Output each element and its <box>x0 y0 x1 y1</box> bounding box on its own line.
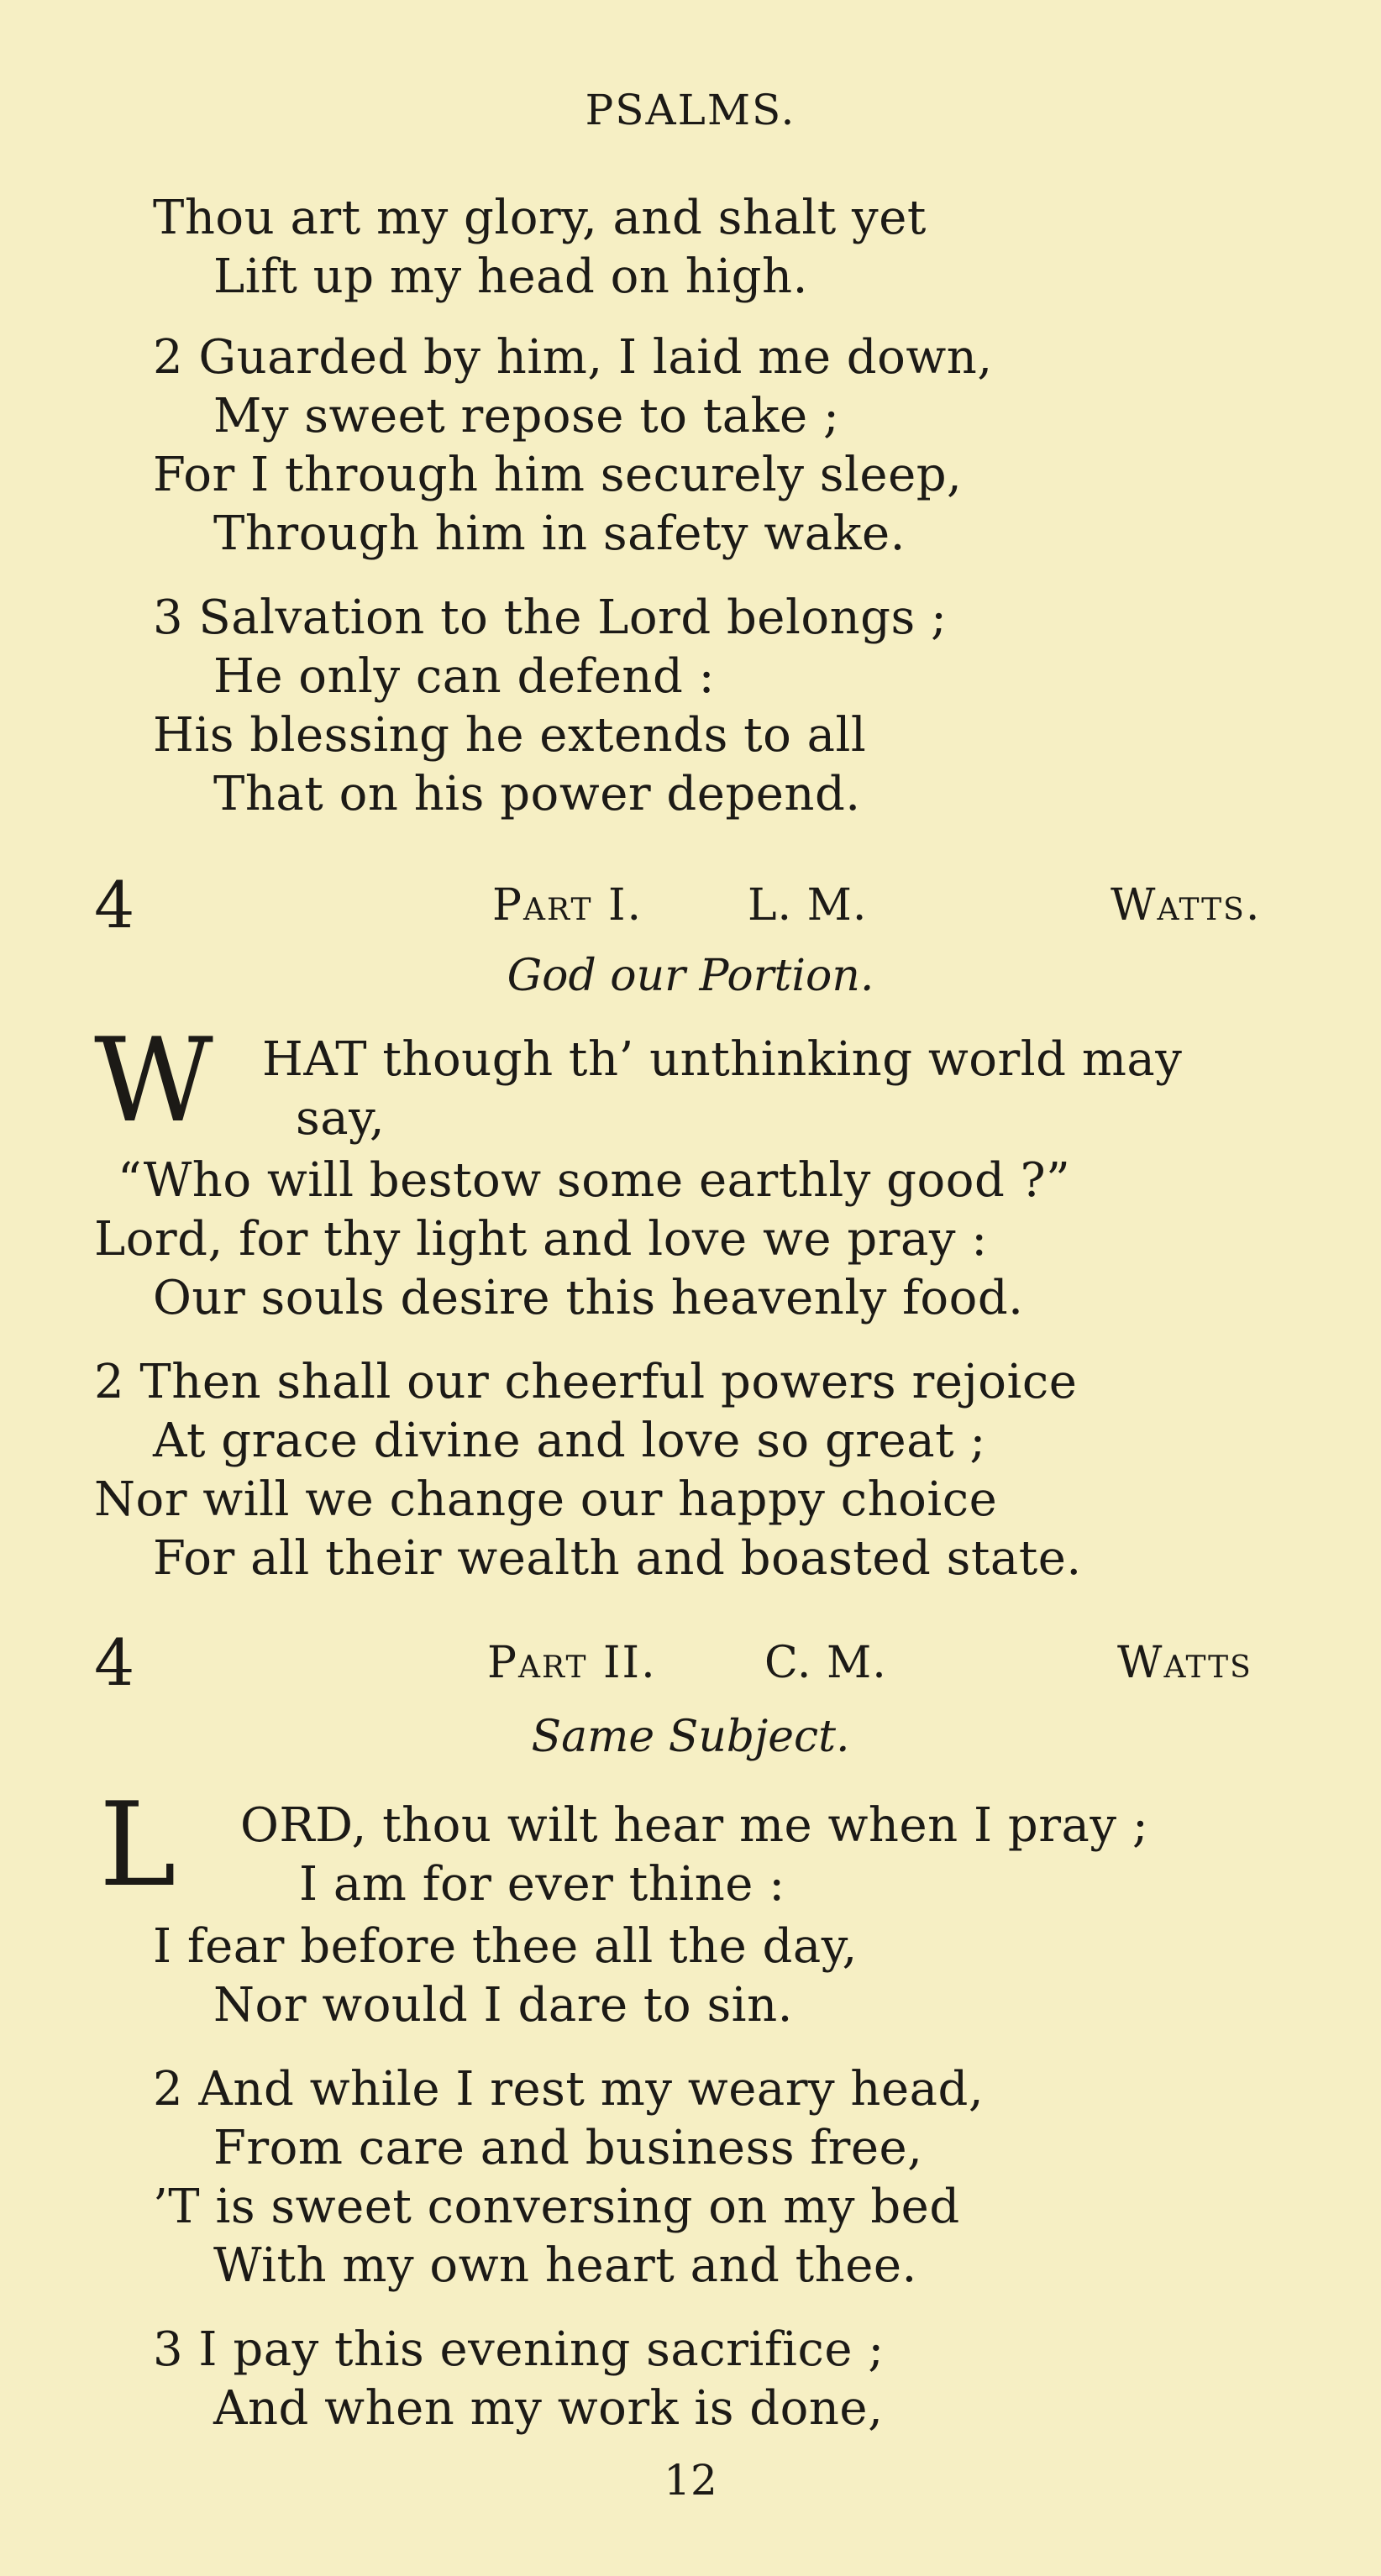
verse-line: say, <box>296 1091 386 1146</box>
hymn-meter: C. M. <box>764 1638 887 1688</box>
verse-line: He only can defend : <box>213 649 715 704</box>
drop-cap: W <box>94 1013 213 1148</box>
verse-line: HAT though th’ unthinking world may <box>262 1032 1183 1087</box>
verse-line: 2 Guarded by him, I laid me down, <box>153 330 993 385</box>
verse-line: I fear before thee all the day, <box>153 1919 858 1974</box>
page-number: 12 <box>664 2456 717 2505</box>
hymn-number: 4 <box>94 1625 135 1700</box>
hymn-author: Watts <box>1117 1638 1252 1688</box>
verse-line: 2 Then shall our cheerful powers rejoice <box>94 1355 1078 1409</box>
verse-line: Lord, for thy light and love we pray : <box>94 1212 988 1267</box>
hymn-part: Part I. <box>492 880 643 931</box>
running-head: PSALMS. <box>585 86 796 134</box>
verse-line: For all their wealth and boasted state. <box>153 1531 1082 1586</box>
verse-line: Lift up my head on high. <box>213 249 808 304</box>
hymn-author: Watts. <box>1111 880 1262 931</box>
verse-line: At grace divine and love so great ; <box>153 1414 986 1468</box>
verse-line: 3 Salvation to the Lord belongs ; <box>153 590 948 645</box>
verse-line: His blessing he extends to all <box>153 708 867 763</box>
hymn-part: Part II. <box>487 1638 657 1688</box>
verse-line: With my own heart and thee. <box>213 2238 917 2293</box>
verse-line: Thou art my glory, and shalt yet <box>153 191 927 245</box>
verse-line: Nor will we change our happy choice <box>94 1472 998 1527</box>
hymn-subtitle: Same Subject. <box>531 1712 850 1762</box>
hymn-meter: L. M. <box>748 880 868 931</box>
hymn-subtitle: God our Portion. <box>507 951 874 1001</box>
verse-line: That on his power depend. <box>213 767 861 821</box>
drop-cap: L <box>99 1777 176 1912</box>
verse-line: For I through him securely sleep, <box>153 448 963 502</box>
verse-line: “Who will bestow some earthly good ?” <box>118 1153 1071 1208</box>
verse-line: ’T is sweet conversing on my bed <box>153 2180 960 2234</box>
hymn-number: 4 <box>94 868 135 942</box>
verse-line: Through him in safety wake. <box>213 506 906 561</box>
verse-line: My sweet repose to take ; <box>213 389 840 443</box>
verse-line: From care and business free, <box>213 2121 923 2175</box>
verse-line: Our souls desire this heavenly food. <box>153 1271 1024 1325</box>
verse-line: I am for ever thine : <box>299 1857 785 1912</box>
verse-line: Nor would I dare to sin. <box>213 1978 793 2033</box>
verse-line: And when my work is done, <box>213 2381 884 2436</box>
verse-line: 3 I pay this evening sacrifice ; <box>153 2322 885 2377</box>
verse-line: 2 And while I rest my weary head, <box>153 2062 985 2117</box>
verse-line: ORD, thou wilt hear me when I pray ; <box>240 1798 1149 1853</box>
